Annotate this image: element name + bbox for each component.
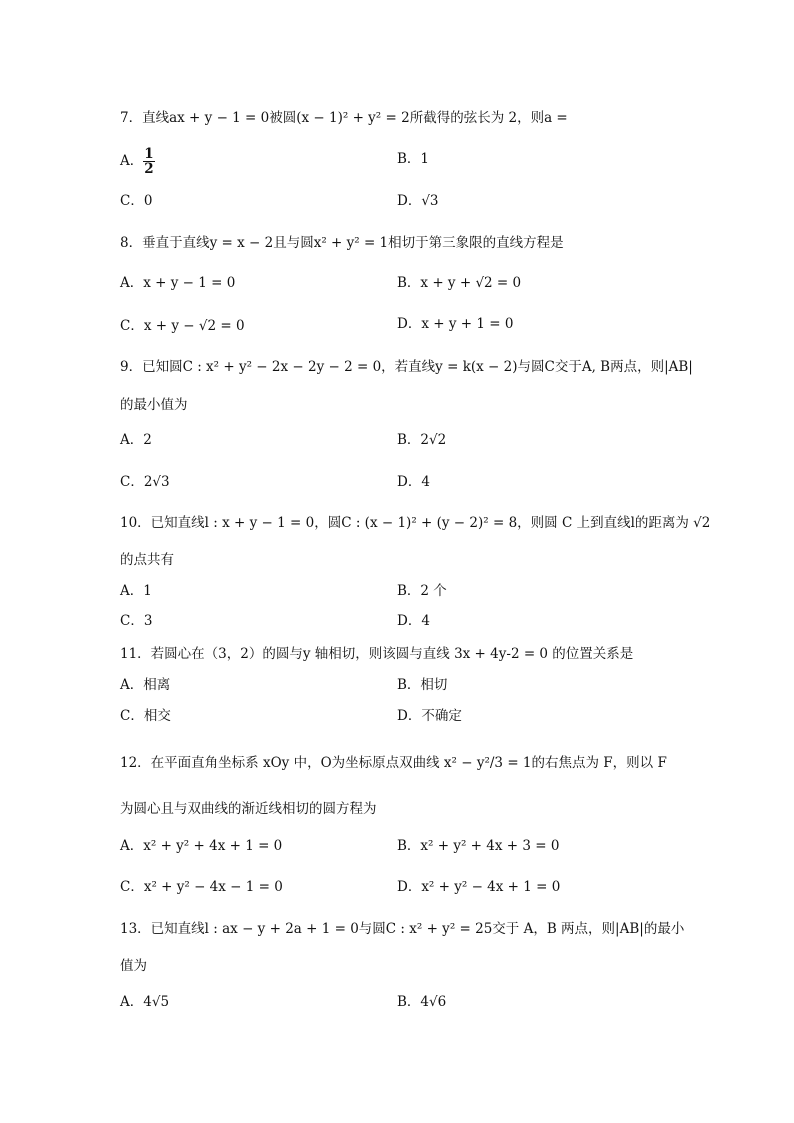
question-8-option-d: D．x + y + 1 = 0 (397, 316, 514, 332)
fraction-one-half: $\frac{1}{2}$ (144, 146, 154, 177)
question-10-option-d: D．4 (397, 613, 430, 629)
question-7-option-b: B．1 (397, 151, 430, 167)
question-10-option-c: C．3 (120, 613, 153, 629)
question-12-option-a: A．x² + y² + 4x + 1 = 0 (120, 838, 283, 854)
question-13-option-b: B．4√6 (397, 994, 447, 1010)
question-9-option-b: B．2√2 (397, 432, 447, 448)
question-9-option-c: C．2√3 (120, 474, 170, 490)
question-12-option-d: D．x² + y² − 4x + 1 = 0 (397, 879, 561, 895)
question-8-stem: 8．垂直于直线y = x − 2且与圆x² + y² = 1相切于第三象限的直线方程是 (120, 235, 564, 251)
question-8-option-b: B．x + y + √2 = 0 (397, 275, 522, 291)
question-12-stem: 12．在平面直角坐标系 xOy 中，O为坐标原点双曲线 x² − y²/3 = 1的右焦点为 F，则以 F (120, 755, 667, 771)
question-12-option-b: B．x² + y² + 4x + 3 = 0 (397, 838, 560, 854)
question-10-option-b: B．2 个 (397, 583, 447, 599)
question-11-option-d: D．不确定 (397, 708, 462, 724)
question-7-option-a: A． $\frac{1}{2}$ (120, 146, 154, 177)
question-11-stem: 11．若圆心在（3，2）的圆与y 轴相切，则该圆与直线 3x + 4y-2 = 0 的位置关系是 (120, 646, 634, 662)
question-9-option-a: A．2 (120, 432, 152, 448)
question-7-option-c: C．0 (120, 193, 153, 209)
question-13-stem-cont: 值为 (120, 958, 147, 974)
question-7-stem: 7．直线ax + y − 1 = 0被圆(x − 1)² + y² = 2所截得的弦长为 2，则a = (120, 110, 568, 126)
question-12-option-c: C．x² + y² − 4x − 1 = 0 (120, 879, 283, 895)
question-13-stem: 13．已知直线l : ax − y + 2a + 1 = 0与圆C : x² + y² = 25交于 A，B 两点，则|AB|的最小 (120, 921, 685, 937)
question-9-stem: 9．已知圆C : x² + y² − 2x − 2y − 2 = 0，若直线y = k(x − 2)与圆C交于A, B两点，则|AB| (120, 359, 693, 375)
question-10-option-a: A．1 (120, 583, 152, 599)
question-11-option-c: C．相交 (120, 708, 171, 724)
question-7-option-d: D．√3 (397, 193, 439, 209)
question-8-option-c: C．x + y − √2 = 0 (120, 318, 245, 334)
question-13-option-a: A．4√5 (120, 994, 170, 1010)
question-11-option-b: B．相切 (397, 677, 448, 693)
question-10-stem-cont: 的点共有 (120, 552, 174, 568)
question-12-stem-cont: 为圆心且与双曲线的渐近线相切的圆方程为 (120, 801, 377, 817)
question-9-option-d: D．4 (397, 474, 430, 490)
question-11-option-a: A．相离 (120, 677, 171, 693)
question-9-stem-cont: 的最小值为 (120, 397, 188, 413)
question-8-option-a: A．x + y − 1 = 0 (120, 275, 236, 291)
question-10-stem: 10．已知直线l : x + y − 1 = 0，圆C : (x − 1)² + (y − 2)² = 8，则圆 C 上到直线l的距离为 √2 (120, 515, 711, 531)
